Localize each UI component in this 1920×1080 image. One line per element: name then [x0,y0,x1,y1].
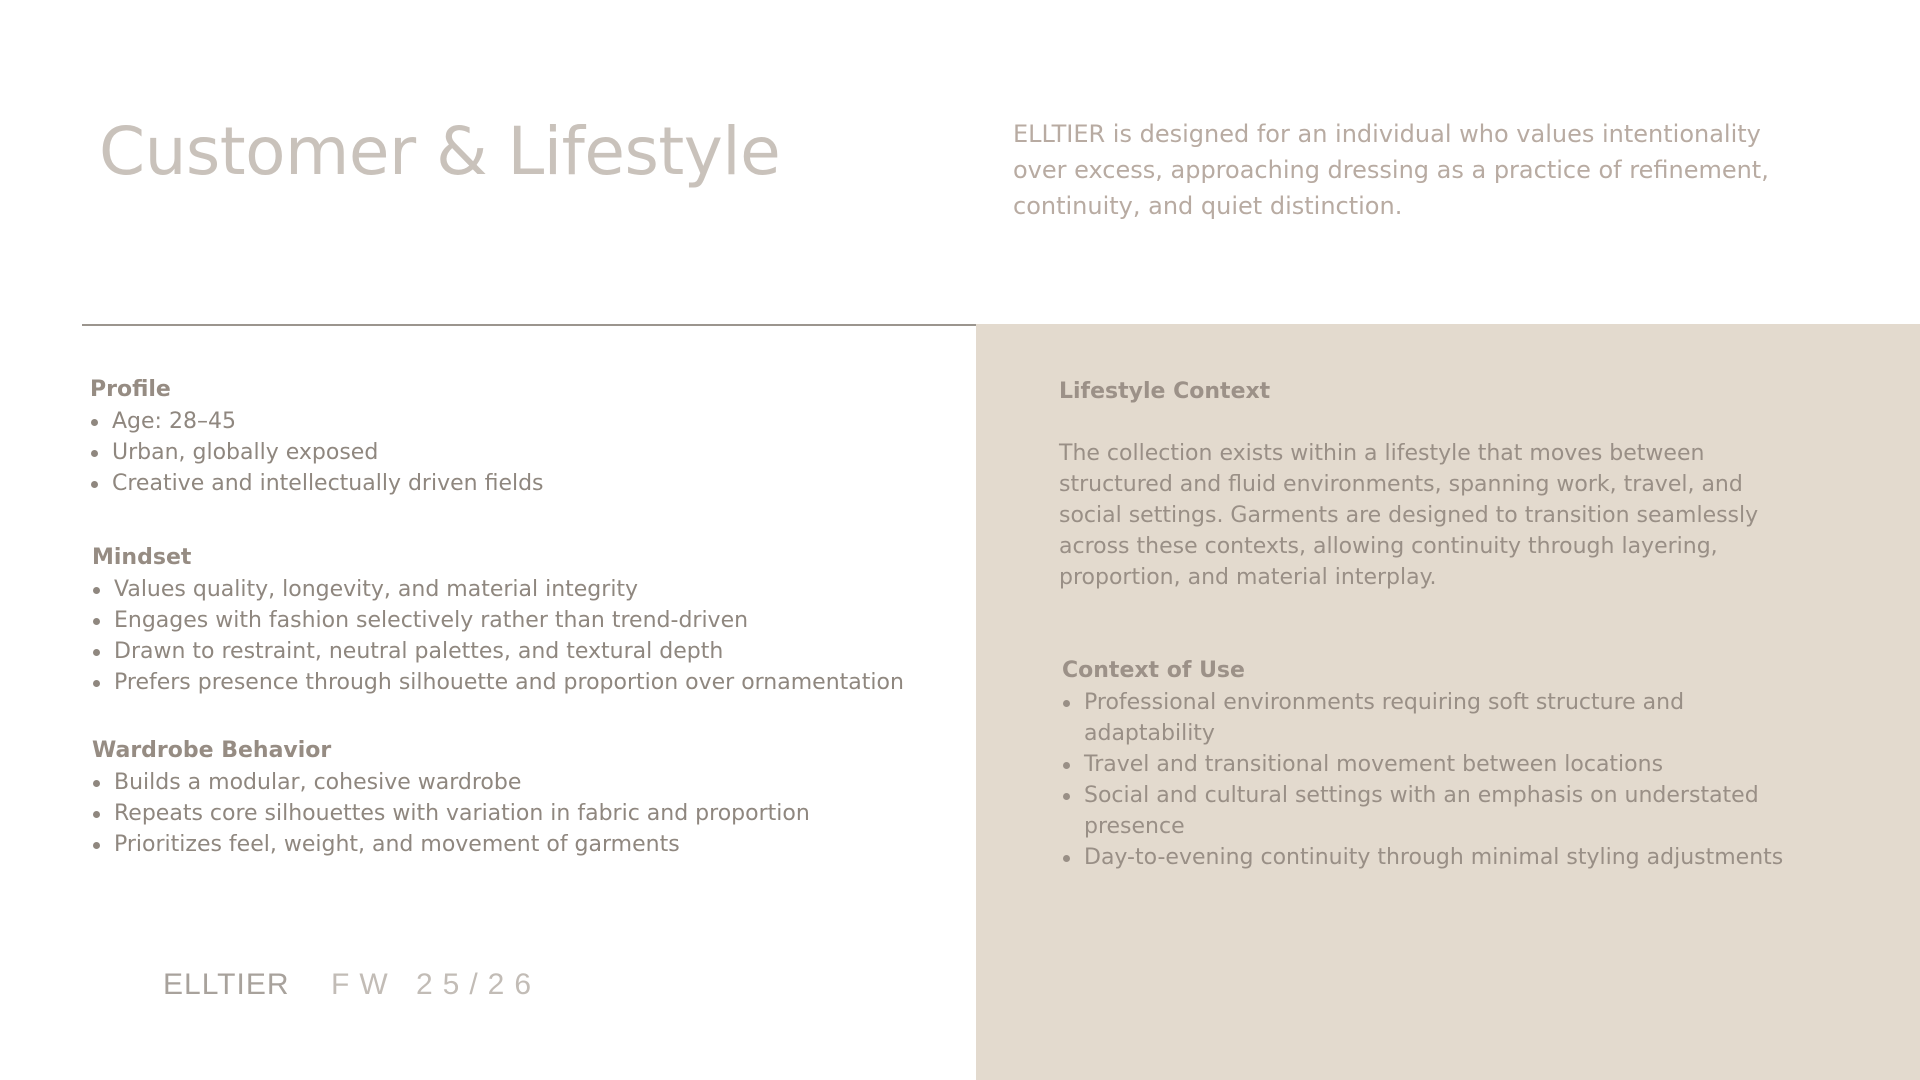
wardrobe-list [92,767,810,860]
intro-paragraph: ELLTIER is designed for an individual who values intentionality over excess, approaching dressing as a practice of refinement, continuity, and quiet distinction. [1013,120,1769,220]
profile-heading: Profile [90,377,171,402]
list-item: Values quality, longevity, and material integrity [92,574,904,605]
list-item: Age: 28–45 [90,406,544,437]
wardrobe-heading: Wardrobe Behavior [92,738,332,763]
list-item: Professional environments requiring soft structure and adaptability [1062,687,1802,749]
lifestyle-paragraph: The collection exists within a lifestyle that moves between structured and fluid environments, spanning work, travel, and social settings. Garments are designed to transition seamlessly across these contexts, allowing continuity through layering, proportion, and material interplay. [1059,441,1759,590]
season-label: FW 25/26 [331,968,542,1001]
list-item: Creative and intellectually driven fields [90,468,544,499]
list-item: Day-to-evening continuity through minimal styling adjustments [1062,842,1802,873]
context-of-use-heading: Context of Use [1062,658,1245,683]
lifestyle-section [1059,376,1779,593]
divider-line [82,324,976,326]
profile-list [90,406,544,499]
list-item: Engages with fashion selectively rather than trend-driven [92,605,904,636]
context-of-use-list [1062,687,1802,873]
list-item: Social and cultural settings with an emphasis on understated presence [1062,780,1802,842]
profile-section [90,374,544,499]
mindset-section [92,542,904,698]
brand-wordmark: ELLTIER [163,968,290,1001]
lifestyle-heading: Lifestyle Context [1059,379,1271,404]
context-of-use-section [1062,655,1822,873]
list-item: Prioritizes feel, weight, and movement of garments [92,829,810,860]
wardrobe-section [92,735,810,860]
list-item: Builds a modular, cohesive wardrobe [92,767,810,798]
mindset-heading: Mindset [92,545,192,570]
mindset-list [92,574,904,698]
page-title: Customer & Lifestyle [99,113,781,190]
list-item: Urban, globally exposed [90,437,544,468]
list-item: Repeats core silhouettes with variation in fabric and proportion [92,798,810,829]
list-item: Prefers presence through silhouette and proportion over ornamentation [92,667,904,698]
list-item: Travel and transitional movement between locations [1062,749,1802,780]
list-item: Drawn to restraint, neutral palettes, and textural depth [92,636,904,667]
